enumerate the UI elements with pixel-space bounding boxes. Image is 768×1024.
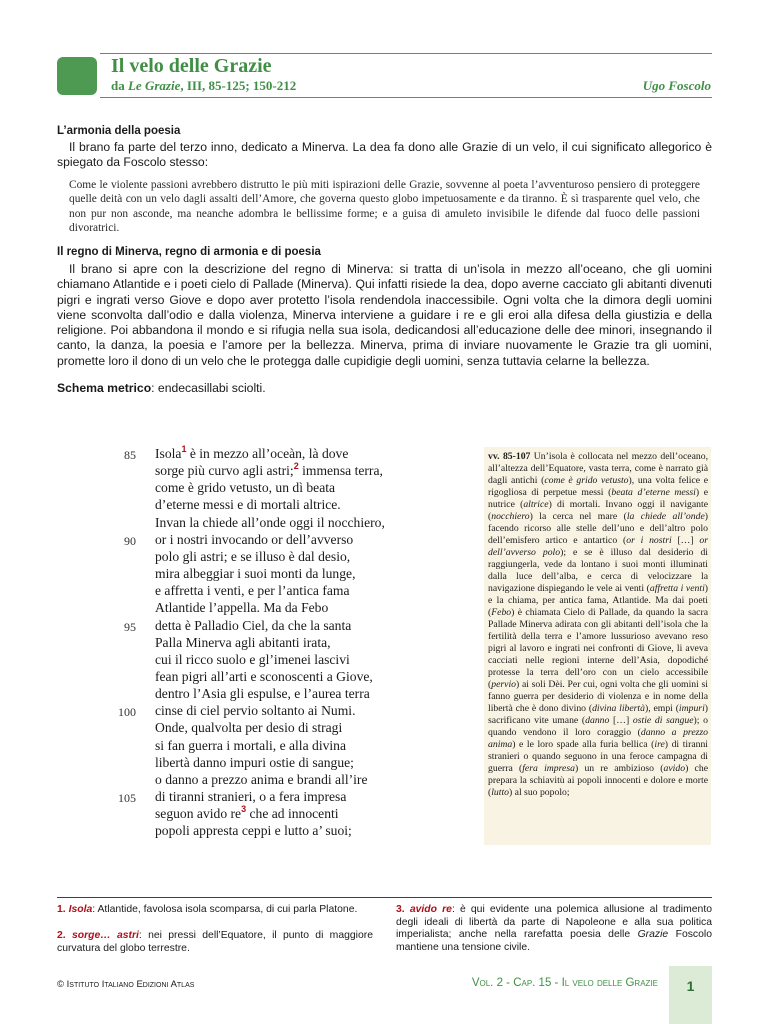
poem-line: di tiranni stranieri, o a fera impresa [155,789,347,804]
section-heading-armonia: L’armonia della poesia [57,125,181,137]
verse-number: 85 [124,448,136,462]
header-bottom-rule [100,97,712,98]
page-title: Il velo delle Grazie [111,55,272,77]
poem-line: si fan guerra i mortali, e alla divina [155,738,346,753]
poem-line: cui il ricco suolo e gl’imenei lascivi [155,652,350,667]
footnote-ref[interactable]: 1 [181,444,187,454]
poem-line: sorge più curvo agli astri;$^2$ immensa terra, [155,461,383,478]
verse-number: 90 [124,534,136,548]
header-top-rule [100,53,712,54]
poem-line: or i nostri invocando or dell’avverso [155,532,354,547]
author-quote: Come le violente passioni avrebbero distrutto le più miti ispirazioni delle Grazie, sovvenne al poeta l’avventuroso pensiero di proteggere quelle deità con un velo dagli assalti dell’Amore, che governa questo globo impetuosamente e da tiranno. È sì trasparente quel velo, che non pur non asconde, ma neanche adombra le bellissime forme; e a guisa di amuleto invisibile le difende dal fuoco delle passioni divoratrici. [69,179,700,234]
section-body-armonia: Il brano fa parte del terzo inno, dedicato a Minerva. La dea fa dono alle Grazie di un velo, il cui significato allegorico è spiegato da Foscolo stesso: [57,140,712,170]
footnote-ref[interactable]: 3 [241,804,247,814]
footnote-2: 2. sorge… astri: nei pressi dell’Equatore, il punto di maggiore curvatura del globo terrestre. [57,930,373,954]
poem-line: polo gli astri; e se illuso è dal desio, [155,549,351,564]
footnote-rule [57,897,712,898]
poem-line: mira albeggiar i suoi monti da lunge, [155,566,356,581]
verse-number: 95 [124,620,136,634]
chapter-marker-box [57,57,97,95]
page-number-box [669,966,712,1024]
copyright-notice: © Istituto Italiano Edizioni Atlas [57,979,195,990]
poem-line: dentro l’Asia gli espulse, e l’aurea terra [155,686,370,701]
poem-line: Onde, qualvolta per desio di stragi [155,720,343,735]
running-footer: Vol. 2 - Cap. 15 - Il velo delle Grazie [471,977,658,989]
poem-line: Invan la chiede all’onde oggi il nocchiero, [155,515,385,530]
source-subtitle: da Le Grazie, III, 85-125; 150-212 [111,78,297,93]
commentary-text: vv. 85-107 Un’isola è collocata nel mezzo dell’oceano, all’altezza dell’Equatore, vasta terra, come è narrato già dagli antichi (come è grido vetusto), una volta felice e rigogliosa di perpetue messi (beata d’eterne messi) e nutrice (altrice) di mortali. Invano oggi il navigante (nocchiero) la cerca nel mare (la chiede all’onde) facendo ricorso alle stelle dell’uno e dell’altro polo dell’emisfero artico e antartico (or i nostri […] or dell’avverso polo); e se è illuso dal desiderio di raggiungerla, vede da lontano i suoi monti illuminati dalla luce dell’alba, e cerca di velocizzare la navigazione dispiegando le vele ai venti (affretta i venti) e la chiama, per antica fama, Atlantide. Ma dai poeti (Febo) è chiamata Cielo di Pallade, da quando la sacra Pallade Minerva adirata con gli abitanti dell’isola che la fertilità della terra e l’amore lussurioso avevano reso pigri al lavoro e ingrati nei confronti di Giove, li aveva cacciati nelle regioni interne dell’Asia, dopodiché protesse la terra dell’oro con un cielo accessibile (pervio) ai soli Dèi. Per cui, ogni volta che gli uomini si fanno guerra per desiderio di violenza e in nome della libertà che è dono divino (divina libertà), empi (impuri) sacrificano vite umane (danno […] ostie di sangue); o quando vendono il loro coraggio (danno a prezzo anima) e le loro spade alla furia bellica (ire) di tiranni stranieri o quando seguono in una feroce campagna di guerra (fera impresa) un re ambizioso (avido) che prepara la schiavitù ai popoli innocenti e dolore e morte (lutto) al suo popolo; [488,451,709,798]
section-body-regno: Il brano si apre con la descrizione del regno di Minerva: si tratta di un’isola in mezzo all’oceano, che gli uomini chiamano Atlantide e i poeti cielo di Pallade (Minerva). Qui infatti risiede la dea, dopo averne cacciato gli abitanti divenuti pigri e ingrati verso Giove e dopo aver protetto l’isola rendendola inaccessibile. Ogni volta che la dimora degli uomini viene sconvolta dall’odio e dalla violenza, Minerva interviene a guidare i re e gli eroi alla difesa della giustizia e della religione. Poi abbandona il mondo e si rifugia nella sua isola, dedicandosi all’educazione delle dee minori, insegnando il canto, la danza, la poesia e l’amore per la bellezza. Minerva, prima di inviare nuovamente le Grazie tra gli uomini, promette loro il dono di un velo che le protegga dalle cupidigie degli uomini, senza tuttavia celarne la bellezza. [57,262,712,368]
poem-line: popoli appresta ceppi e lutto a’ suoi; [155,823,352,838]
poem-line: o danno a prezzo anima e brandi all’ire [155,772,368,787]
metric-scheme: Schema metrico: endecasillabi sciolti. [57,381,266,395]
page-number: 1 [686,978,695,994]
footnote-3: 3. avido re: è qui evidente una polemica allusione al tradimento degli ideali di libertà da parte di Napoleone e alla sua politica imperialista; anche nella rarefatta poesia delle Grazie Foscolo mantiene una tensione civile. [396,904,712,953]
footnote-1: 1. Isola: Atlantide, favolosa isola scomparsa, di cui parla Platone. [57,904,358,915]
poem-line: Palla Minerva agli abitanti irata, [155,635,331,650]
poem-line: Atlantide l’appella. Ma da Febo [155,600,329,615]
poem-line: d’eterne messi e di mortali altrice. [155,497,341,512]
poem-line: Isola$^1$ è in mezzo all’oceàn, là dove [155,444,349,461]
section-heading-regno: Il regno di Minerva, regno di armonia e di poesia [57,246,321,258]
poem-line: come è grido vetusto, un dì beata [155,480,336,495]
poem-line: seguon avido re$^3$ che ad innocenti [155,804,339,821]
verse-number: 105 [118,791,136,805]
commentary-verse-ref: vv. 85-107 [488,451,531,462]
poem-line: detta è Palladio Ciel, da che la santa [155,618,352,633]
poem-line: cinse di ciel pervio soltanto ai Numi. [155,703,356,718]
poem-line: e affretta i venti, e per l’antica fama [155,583,350,598]
author-name: Ugo Foscolo [642,78,711,93]
poem-line: libertà danno impuri ostie di sangue; [155,755,354,770]
footnote-ref[interactable]: 2 [293,461,299,471]
verse-number: 100 [118,705,136,719]
poem-line: fean pigri all’arti e sconoscenti a Giove, [155,669,373,684]
